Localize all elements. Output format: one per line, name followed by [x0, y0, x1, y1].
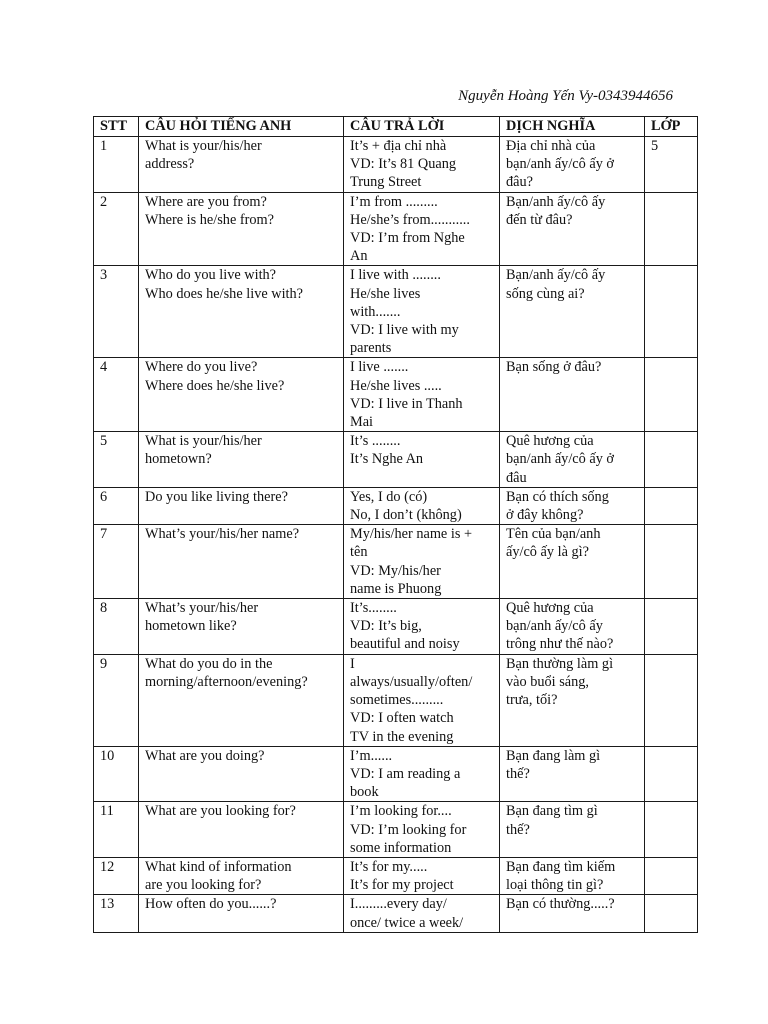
meaning-cell: [500, 358, 645, 432]
answer-line: It’s for my project: [350, 877, 454, 894]
meaning-line: đâu?: [506, 174, 533, 191]
answer-line: I’m looking for....: [350, 803, 452, 820]
answer-line: My/his/her name is +: [350, 526, 473, 543]
answer-line: VD: I’m from Nghe: [350, 230, 465, 247]
stt-cell: 13: [94, 895, 139, 932]
table-row: [94, 358, 698, 432]
question-line: hometown like?: [145, 618, 237, 635]
answer-line: VD: I am reading a: [350, 765, 461, 782]
meaning-line: sống cùng ai?: [506, 285, 585, 302]
answer-line: Trung Street: [350, 174, 422, 191]
table-row: [94, 599, 698, 655]
stt-cell: 2: [94, 192, 139, 266]
answer-cell: [344, 857, 500, 894]
answer-line: No, I don’t (không): [350, 507, 462, 524]
meaning-cell: [500, 137, 645, 193]
answer-line: It’s for my.....: [350, 858, 428, 875]
meaning-cell: [500, 599, 645, 655]
meaning-line: Bạn đang tìm kiếm: [506, 858, 616, 875]
answer-line: VD: It’s 81 Quang: [350, 156, 457, 173]
answer-line: VD: I live in Thanh: [350, 395, 463, 412]
answer-line: VD: I often watch: [350, 710, 454, 727]
answer-cell: [344, 266, 500, 358]
answer-cell: [344, 746, 500, 802]
meaning-cell: [500, 525, 645, 599]
answer-cell: [344, 192, 500, 266]
answer-line: tên: [350, 544, 368, 561]
meaning-line: Quê hương của: [506, 433, 594, 450]
grade-cell: [645, 192, 698, 266]
answer-cell: [344, 895, 500, 932]
question-cell: [139, 525, 344, 599]
col-header-stt: STT: [94, 117, 139, 137]
answer-line: parents: [350, 340, 392, 357]
grade-cell: [645, 599, 698, 655]
answer-line: I’m from .........: [350, 193, 438, 210]
grade-cell: [645, 857, 698, 894]
answer-line: I.........every day/: [350, 896, 447, 913]
answer-line: name is Phuong: [350, 580, 442, 597]
meaning-line: trưa, tối?: [506, 692, 558, 709]
grade-cell: [645, 746, 698, 802]
answer-line: VD: It’s big,: [350, 618, 422, 635]
grade-cell: [645, 432, 698, 488]
answer-line: always/usually/often/: [350, 673, 473, 690]
table-row: [94, 192, 698, 266]
meaning-line: Quê hương của: [506, 600, 594, 617]
answer-cell: [344, 802, 500, 858]
stt-cell: 1: [94, 137, 139, 193]
meaning-cell: [500, 266, 645, 358]
meaning-line: bạn/anh ấy/cô ấy ở: [506, 156, 614, 173]
grade-cell: [645, 487, 698, 524]
question-line: What kind of information: [145, 858, 292, 875]
table-row: [94, 857, 698, 894]
stt-cell: 11: [94, 802, 139, 858]
table-body: [94, 137, 698, 933]
answer-line: Yes, I do (có): [350, 488, 428, 505]
question-line: Where does he/she live?: [145, 377, 285, 394]
question-cell: [139, 654, 344, 746]
answer-line: I live .......: [350, 359, 409, 376]
header-row: [94, 117, 698, 137]
meaning-cell: [500, 857, 645, 894]
table-row: [94, 487, 698, 524]
stt-cell: 10: [94, 746, 139, 802]
question-line: What’s your/his/her name?: [145, 526, 300, 543]
stt-cell: 8: [94, 599, 139, 655]
answer-line: VD: My/his/her: [350, 562, 441, 579]
question-line: Where are you from?: [145, 193, 267, 210]
grade-cell: [645, 358, 698, 432]
question-line: hometown?: [145, 451, 212, 468]
question-line: address?: [145, 156, 195, 173]
col-header-answer: CÂU TRẢ LỜI: [344, 117, 500, 137]
answer-line: Mai: [350, 414, 374, 431]
question-cell: [139, 432, 344, 488]
answer-line: once/ twice a week/: [350, 914, 464, 931]
meaning-cell: [500, 432, 645, 488]
stt-cell: 3: [94, 266, 139, 358]
question-line: Who do you live with?: [145, 267, 277, 284]
meaning-line: ở đây không?: [506, 507, 584, 524]
meaning-cell: [500, 746, 645, 802]
meaning-line: thế?: [506, 765, 530, 782]
meaning-cell: [500, 487, 645, 524]
table-row: [94, 895, 698, 932]
answer-cell: [344, 487, 500, 524]
author-line: Nguyễn Hoàng Yến Vy-0343944656: [458, 88, 673, 104]
question-line: What is your/his/her: [145, 433, 262, 450]
answer-line: TV in the evening: [350, 728, 454, 745]
question-cell: [139, 802, 344, 858]
meaning-line: trông như thế nào?: [506, 636, 614, 653]
col-header-grade: LỚP: [645, 117, 698, 137]
stt-cell: 9: [94, 654, 139, 746]
question-line: What are you looking for?: [145, 803, 296, 820]
question-cell: [139, 266, 344, 358]
answer-line: It’s........: [350, 600, 397, 617]
meaning-line: Bạn/anh ấy/cô ấy: [506, 267, 606, 284]
meaning-line: thế?: [506, 821, 530, 838]
answer-line: He/she lives: [350, 285, 421, 302]
table-row: [94, 137, 698, 193]
table-row: [94, 525, 698, 599]
meaning-line: Địa chỉ nhà của: [506, 138, 596, 154]
col-header-question: CÂU HỎI TIẾNG ANH: [139, 117, 344, 137]
answer-line: book: [350, 784, 379, 801]
meaning-line: bạn/anh ấy/cô ấy ở: [506, 451, 614, 468]
answer-line: I: [350, 655, 355, 672]
question-line: Where do you live?: [145, 359, 258, 376]
answer-line: It’s Nghe An: [350, 451, 424, 468]
answer-line: It’s ........: [350, 433, 401, 450]
table-row: [94, 432, 698, 488]
question-cell: [139, 857, 344, 894]
meaning-line: Bạn thường làm gì: [506, 655, 614, 672]
table-row: [94, 266, 698, 358]
grade-cell: [645, 895, 698, 932]
meaning-line: Bạn có thích sống: [506, 488, 609, 505]
meaning-line: bạn/anh ấy/cô ấy: [506, 618, 603, 635]
question-cell: [139, 895, 344, 932]
answer-line: VD: I’m looking for: [350, 821, 467, 838]
stt-cell: 5: [94, 432, 139, 488]
meaning-cell: [500, 895, 645, 932]
meaning-line: Bạn/anh ấy/cô ấy: [506, 193, 606, 210]
meaning-cell: [500, 654, 645, 746]
grade-cell: [645, 802, 698, 858]
grade-cell: [645, 266, 698, 358]
answer-line: I live with ........: [350, 267, 441, 284]
answer-cell: [344, 137, 500, 193]
question-line: What is your/his/her: [145, 138, 262, 154]
meaning-cell: [500, 802, 645, 858]
stt-cell: 12: [94, 857, 139, 894]
question-line: What’s your/his/her: [145, 600, 259, 617]
answer-line: I’m......: [350, 747, 393, 764]
meaning-line: loại thông tin gì?: [506, 877, 604, 894]
grade-cell: [645, 654, 698, 746]
meaning-line: Tên của bạn/anh: [506, 526, 601, 543]
meaning-line: vào buổi sáng,: [506, 673, 589, 690]
grade-cell: 5: [645, 137, 698, 193]
question-line: are you looking for?: [145, 877, 262, 894]
answer-line: It’s + địa chỉ nhà: [350, 138, 447, 154]
answer-cell: [344, 525, 500, 599]
stt-cell: 7: [94, 525, 139, 599]
answer-line: VD: I live with my: [350, 322, 459, 339]
answer-cell: [344, 358, 500, 432]
answer-line: An: [350, 248, 368, 265]
table-row: [94, 746, 698, 802]
meaning-line: đến từ đâu?: [506, 211, 573, 228]
answer-line: with.......: [350, 303, 401, 320]
table-row: [94, 654, 698, 746]
stt-cell: 6: [94, 487, 139, 524]
stt-cell: 4: [94, 358, 139, 432]
answer-line: sometimes.........: [350, 692, 444, 709]
meaning-line: ấy/cô ấy là gì?: [506, 544, 589, 561]
answer-cell: [344, 654, 500, 746]
col-header-meaning: DỊCH NGHĨA: [500, 117, 645, 137]
question-line: Who does he/she live with?: [145, 285, 304, 302]
answer-line: some information: [350, 839, 452, 856]
question-cell: [139, 137, 344, 193]
question-cell: [139, 487, 344, 524]
question-line: What are you doing?: [145, 747, 265, 764]
meaning-line: Bạn đang làm gì: [506, 747, 601, 764]
question-cell: [139, 358, 344, 432]
question-line: morning/afternoon/evening?: [145, 673, 308, 690]
answer-cell: [344, 432, 500, 488]
meaning-line: đâu: [506, 469, 527, 486]
question-line: Do you like living there?: [145, 488, 288, 505]
answer-line: beautiful and noisy: [350, 636, 460, 653]
question-line: What do you do in the: [145, 655, 273, 672]
meaning-line: Bạn đang tìm gì: [506, 803, 598, 820]
answer-cell: [344, 599, 500, 655]
question-cell: [139, 599, 344, 655]
qa-table: [93, 116, 698, 933]
question-line: Where is he/she from?: [145, 211, 275, 228]
question-line: How often do you......?: [145, 896, 277, 913]
question-cell: [139, 192, 344, 266]
meaning-line: Bạn sống ở đâu?: [506, 359, 602, 376]
answer-line: He/she’s from...........: [350, 211, 470, 228]
table-row: [94, 802, 698, 858]
question-cell: [139, 746, 344, 802]
answer-line: He/she lives .....: [350, 377, 442, 394]
meaning-cell: [500, 192, 645, 266]
grade-cell: [645, 525, 698, 599]
meaning-line: Bạn có thường.....?: [506, 896, 615, 913]
